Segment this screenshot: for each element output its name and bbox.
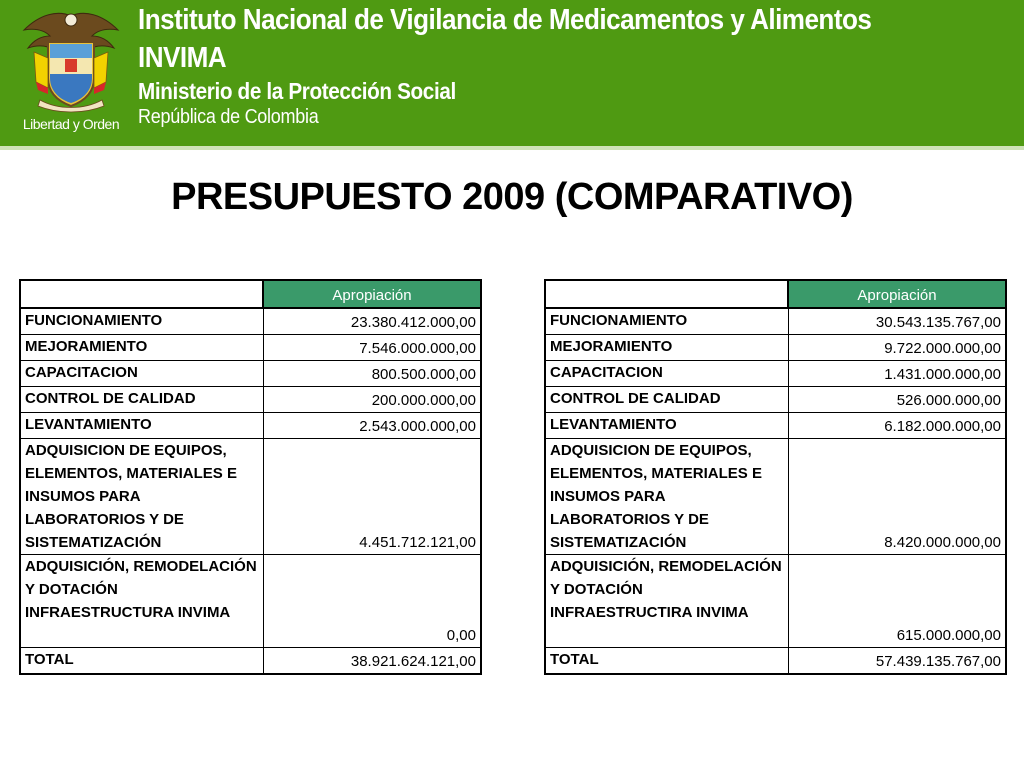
- row-value: 800.500.000,00: [263, 361, 481, 387]
- table-total-row: [20, 648, 481, 675]
- table-row: [545, 335, 1006, 361]
- header-banner: [0, 0, 1024, 146]
- budget-table-left: [19, 279, 482, 675]
- country-name: República de Colombia: [138, 106, 319, 128]
- table-row: [545, 413, 1006, 439]
- row-label: MEJORAMIENTO: [545, 335, 788, 361]
- row-label: FUNCIONAMIENTO: [545, 308, 788, 335]
- table-row: [20, 413, 481, 439]
- table-row: [20, 439, 481, 555]
- table-header-row: [20, 280, 481, 308]
- table-header-row: [545, 280, 1006, 308]
- table-row: [20, 361, 481, 387]
- row-label: MEJORAMIENTO: [20, 335, 263, 361]
- appropriation-header: Apropiación: [263, 280, 481, 308]
- table-row: [20, 555, 481, 648]
- logo-motto: Libertad y Orden: [22, 116, 120, 132]
- row-value: 30.543.135.767,00: [788, 308, 1006, 335]
- header-divider: [0, 146, 1024, 150]
- row-value: 4.451.712.121,00: [263, 439, 481, 555]
- institute-acronym: INVIMA: [138, 42, 227, 74]
- row-label: FUNCIONAMIENTO: [20, 308, 263, 335]
- row-label: ADQUISICION DE EQUIPOS, ELEMENTOS, MATERIALES E INSUMOS PARA LABORATORIOS Y DE SISTEMATIZACIÓN: [545, 439, 788, 555]
- row-value: 615.000.000,00: [788, 555, 1006, 648]
- row-label: ADQUISICIÓN, REMODELACIÓN Y DOTACIÓN INFRAESTRUCTIRA INVIMA: [545, 555, 788, 648]
- row-value: 200.000.000,00: [263, 387, 481, 413]
- budget-table-right: [544, 279, 1007, 675]
- ministry-name: Ministerio de la Protección Social: [138, 78, 456, 104]
- table-row: [20, 308, 481, 335]
- row-value: 526.000.000,00: [788, 387, 1006, 413]
- coat-of-arms-icon: [18, 8, 124, 116]
- table-row: [20, 387, 481, 413]
- row-value: 0,00: [263, 555, 481, 648]
- row-label: ADQUISICIÓN, REMODELACIÓN Y DOTACIÓN INFRAESTRUCTURA INVIMA: [20, 555, 263, 648]
- table-row: [545, 361, 1006, 387]
- total-value: 38.921.624.121,00: [263, 648, 481, 675]
- row-label: ADQUISICION DE EQUIPOS, ELEMENTOS, MATERIALES E INSUMOS PARA LABORATORIOS Y DE SISTEMATIZACIÓN: [20, 439, 263, 555]
- row-label: LEVANTAMIENTO: [545, 413, 788, 439]
- table-total-row: [545, 648, 1006, 675]
- row-value: 1.431.000.000,00: [788, 361, 1006, 387]
- institute-name: Instituto Nacional de Vigilancia de Medicamentos y Alimentos: [138, 4, 872, 36]
- header-blank-cell: [545, 280, 788, 308]
- table-row: [545, 555, 1006, 648]
- row-value: 8.420.000.000,00: [788, 439, 1006, 555]
- row-value: 2.543.000.000,00: [263, 413, 481, 439]
- row-label: CONTROL DE CALIDAD: [20, 387, 263, 413]
- header-blank-cell: [20, 280, 263, 308]
- row-label: LEVANTAMIENTO: [20, 413, 263, 439]
- row-value: 23.380.412.000,00: [263, 308, 481, 335]
- row-label: CAPACITACION: [20, 361, 263, 387]
- row-value: 6.182.000.000,00: [788, 413, 1006, 439]
- row-label: CONTROL DE CALIDAD: [545, 387, 788, 413]
- row-label: CAPACITACION: [545, 361, 788, 387]
- total-value: 57.439.135.767,00: [788, 648, 1006, 675]
- table-row: [545, 308, 1006, 335]
- row-value: 7.546.000.000,00: [263, 335, 481, 361]
- total-label: TOTAL: [20, 648, 263, 675]
- page-title: PRESUPUESTO 2009 (COMPARATIVO): [171, 176, 853, 218]
- table-row: [545, 387, 1006, 413]
- appropriation-header: Apropiación: [788, 280, 1006, 308]
- total-label: TOTAL: [545, 648, 788, 675]
- row-value: 9.722.000.000,00: [788, 335, 1006, 361]
- coat-of-arms-logo: [18, 8, 124, 140]
- table-row: [545, 439, 1006, 555]
- table-row: [20, 335, 481, 361]
